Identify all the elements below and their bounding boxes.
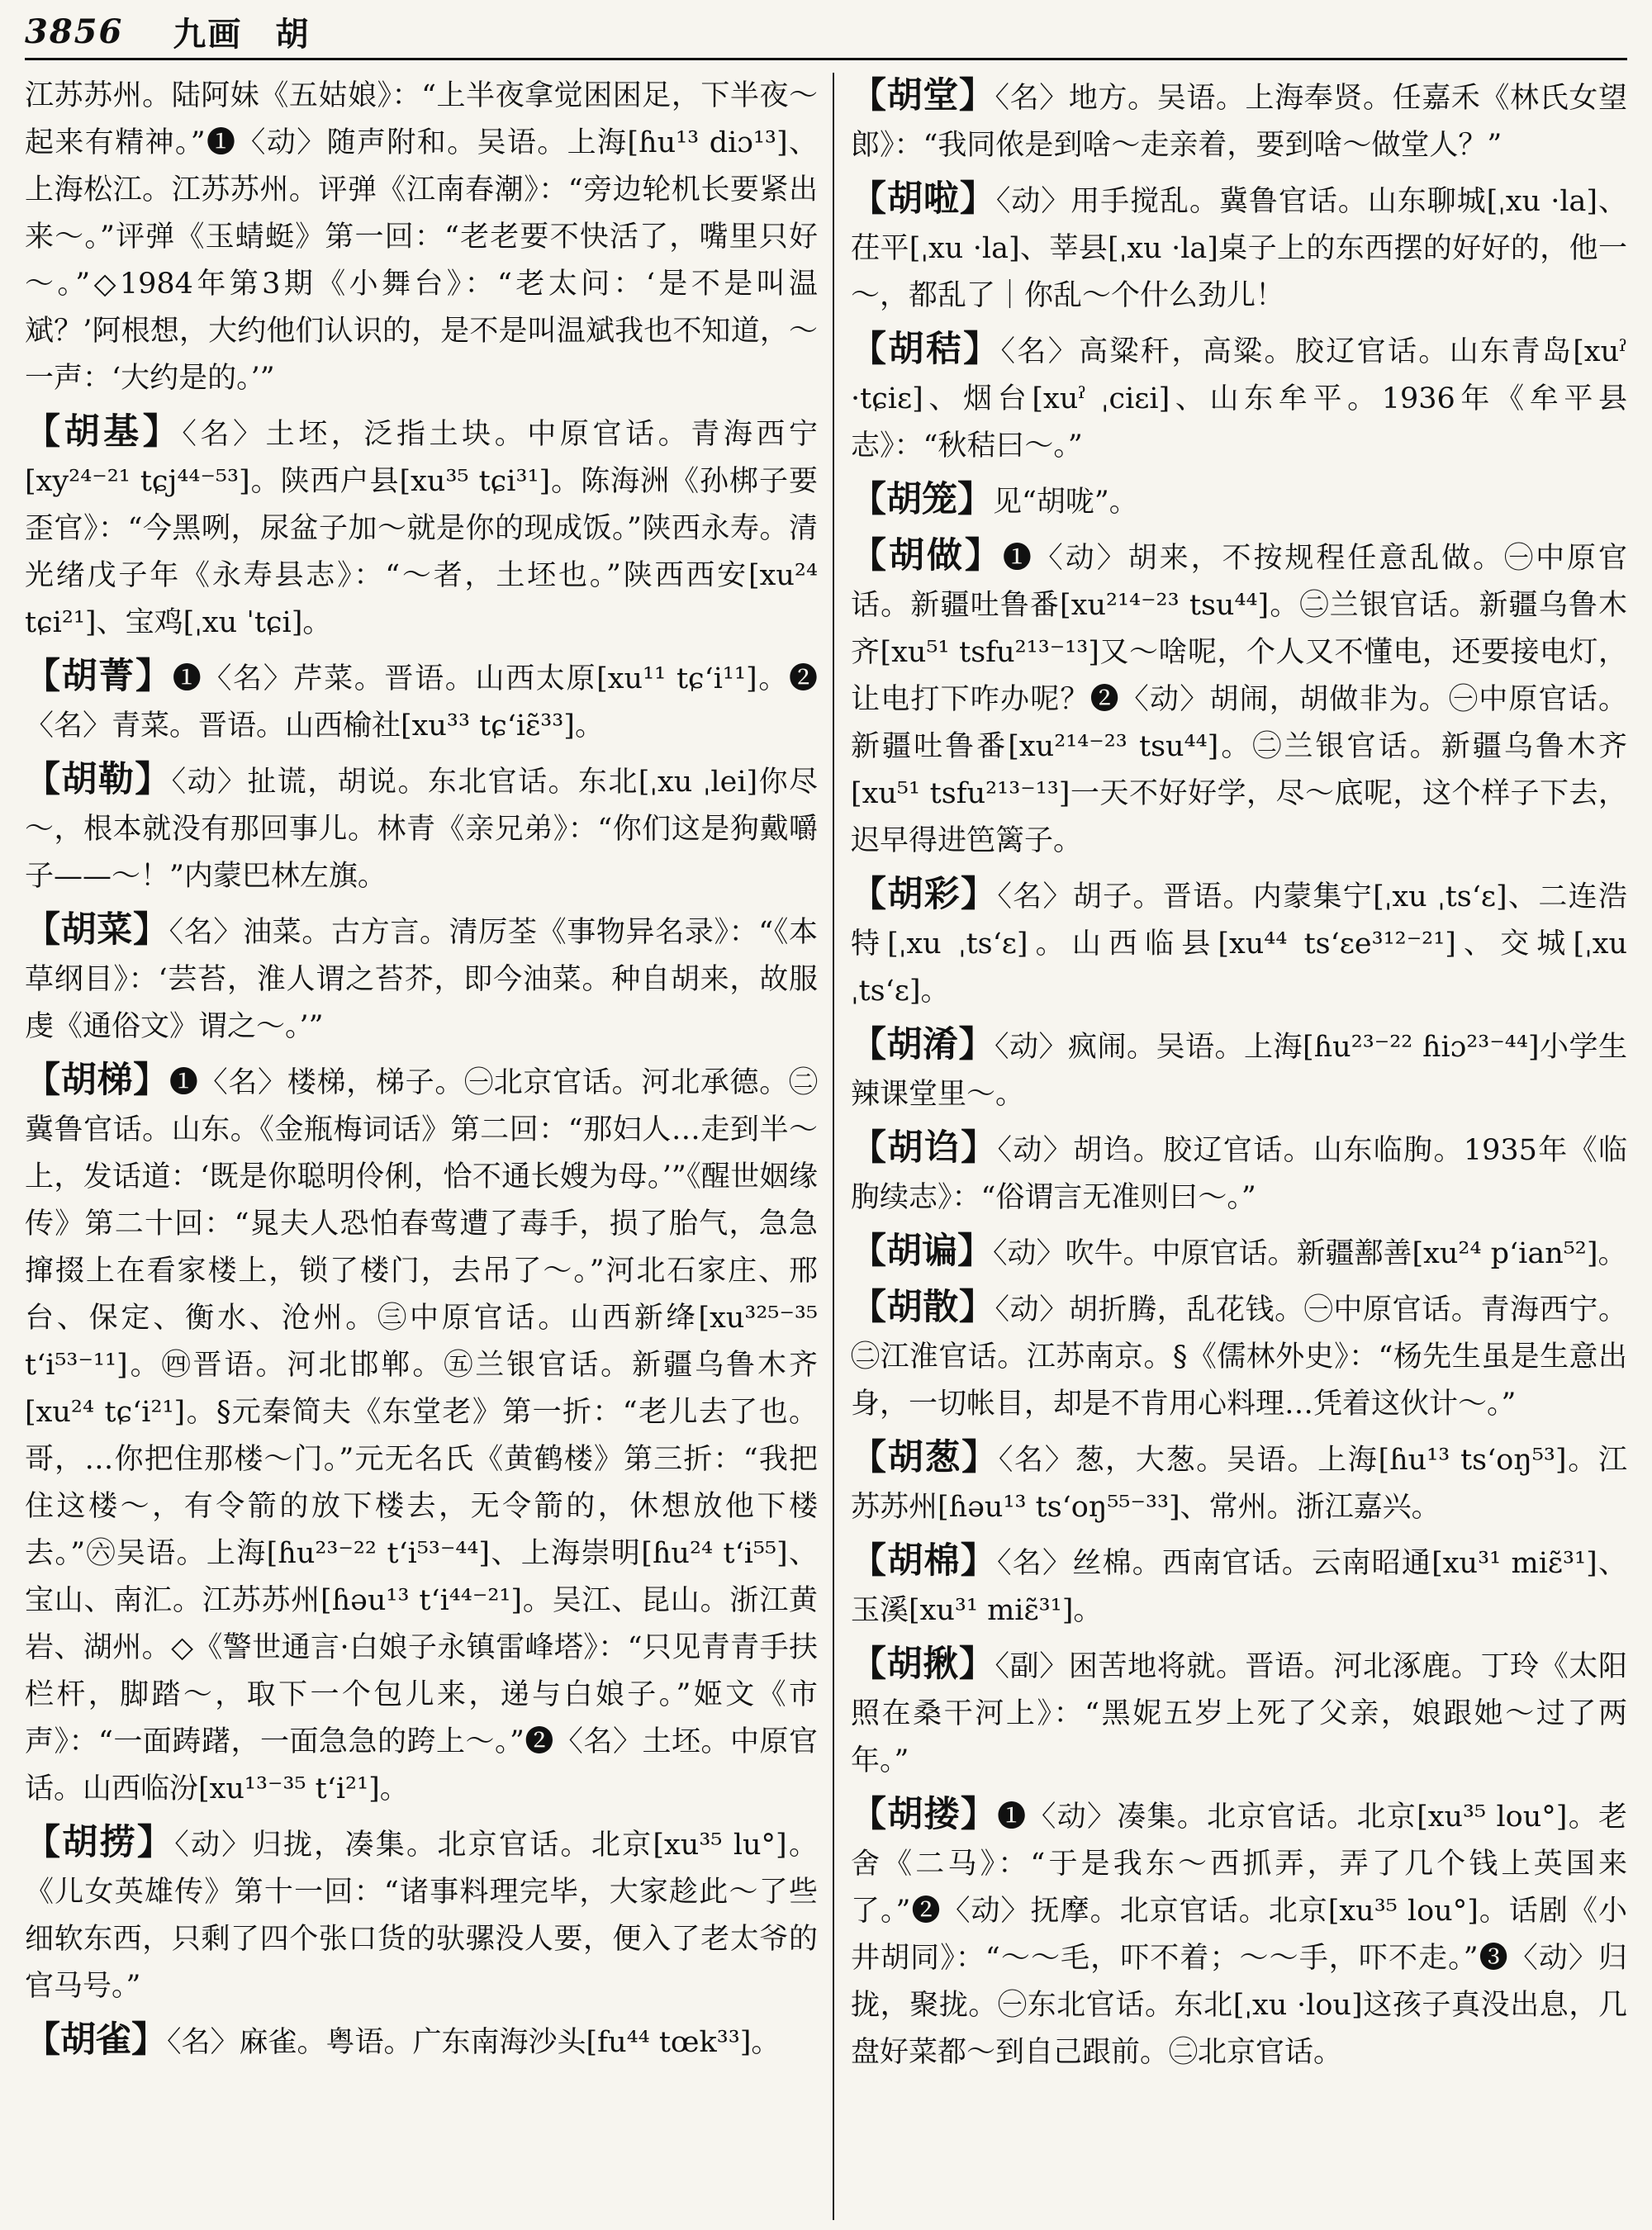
column-divider (833, 73, 834, 2220)
entry-definition: 〈名〉葱，大葱。吴语。上海[ɦu¹³ tsʻoŋ⁵³]。江苏苏州[ɦəu¹³ tsʻoŋ⁵⁵⁻³³]、常州。浙江嘉兴。 (851, 1444, 1627, 1524)
dictionary-entry (25, 409, 818, 647)
entry-definition: 〈名〉高粱秆，高粱。胶辽官话。山东青岛[xuˀ ·tɕiɛ]、烟台[xuˀ ˌciɛi]、山东牟平。1936年《牟平县志》：“秋秸曰～。” (851, 335, 1627, 463)
continued-entry-text: 江苏苏州。陆阿妹《五姑娘》：“上半夜拿觉困困足，下半夜～起来有精神。”❶〈动〉随声附和。吴语。上海[ɦu¹³ diɔ¹³]、上海松江。江苏苏州。评弹《江南春潮》：“旁边轮机长要紧出来～。”评弹《玉蜻蜓》第一回：“老老要不快活了，嘴里只好～。”◇1984年第3期《小舞台》：“老太问：‘是不是叫温斌？’阿根想，大约他们认识的，是不是叫温斌我也不知道，～一声：‘大约是的。’” (25, 79, 818, 395)
entry-definition: 〈名〉地方。吴语。上海奉贤。任嘉禾《林氏女望郎》：“我同侬是到啥～走亲着，要到啥～做堂人？” (851, 82, 1627, 162)
entry-headword: 【胡雀】 (25, 2019, 167, 2061)
entry-definition: 〈动〉扯谎，胡说。东北官话。东北[ˌxu ˌlei]你尽～，根本就没有那回事儿。林青《亲兄弟》：“你们这是狗戴嚼子——～！”内蒙巴林左旗。 (25, 766, 818, 893)
entry-definition: ❶〈动〉凑集。北京官话。北京[xu³⁵ lou°]。老舍《二马》：“于是我东～西抓弄，弄了几个钱上英国来了。”❷〈动〉抚摩。北京官话。北京[xu³⁵ lou°]。话剧《小井胡同》：“～～毛，吓不着；～～手，吓不走。”❸〈动〉归拢，聚拢。㊀东北官话。东北[ˌxu ·lou]这孩子真没出息，几盘好菜都～到自己跟前。㊁北京官话。 (851, 1801, 1627, 2069)
left-entry-list (25, 409, 818, 2066)
entry-definition: 〈名〉土坯，泛指土块。中原官话。青海西宁[xy²⁴⁻²¹ tɕj⁴⁴⁻⁵³]。陕西户县[xu³⁵ tɕi³¹]。陈海洲《孙梆子要歪官》：“今黑咧，尿盆子加～就是你的现成饭。”陕西永寿。清光绪戊子年《永寿县志》：“～者，土坯也。”陕西西安[xu²⁴ tɕi²¹]、宝鸡[ˌxu ˈtɕi]。 (25, 418, 818, 639)
dictionary-entry (851, 871, 1627, 1015)
entry-headword: 【胡捞】 (25, 1822, 175, 1863)
entry-headword: 【胡做】 (851, 535, 1003, 576)
entry-definition: ❶〈动〉胡来，不按规程任意乱做。㊀中原官话。新疆吐鲁番[xu²¹⁴⁻²³ tsu⁴⁴]。㊁兰银官话。新疆乌鲁木齐[xu⁵¹ tsfu²¹³⁻¹³]又～啥呢，个人又不懂电，还要接电灯，让电打下咋办呢？❷〈动〉胡闹，胡做非为。㊀中原官话。新疆吐鲁番[xu²¹⁴⁻²³ tsu⁴⁴]。㊁兰银官话。新疆乌鲁木齐[xu⁵¹ tsfu²¹³⁻¹³]一天不好好学，尽～底呢，这个样子下去，迟早得进笆篱子。 (851, 542, 1627, 857)
entry-headword: 【胡笼】 (851, 479, 993, 520)
entry-definition: 〈动〉胡折腾，乱花钱。㊀中原官话。青海西宁。㊁江淮官话。江苏南京。§《儒林外史》：“杨先生虽是生意出身，一切帐目，却是不肯用心料理…凭着这伙计～。” (851, 1293, 1627, 1421)
dictionary-entry (851, 176, 1627, 320)
dictionary-entry (851, 1284, 1627, 1428)
dictionary-entry (851, 1228, 1627, 1278)
entry-definition: ❶〈名〉芹菜。晋语。山西太原[xu¹¹ tɕʻi¹¹]。❷〈名〉青菜。晋语。山西榆社[xu³³ tɕʻiɛ̃³³]。 (25, 662, 818, 743)
dictionary-entry (851, 1022, 1627, 1118)
dictionary-entry (851, 1435, 1627, 1531)
entry-definition: 〈名〉麻雀。粤语。广东南海沙头[fu⁴⁴ tœk³³]。 (167, 2026, 781, 2059)
entry-definition: ❶〈名〉楼梯，梯子。㊀北京官话。河北承德。㊁冀鲁官话。山东。《金瓶梅词话》第二回：“那妇人…走到半～上，发话道：‘既是你聪明伶俐，恰不通长嫂为母。’”《醒世姻缘传》第二十回：“晁夫人恐怕春莺遭了毒手，损了胎气，急急撺掇上在看家楼上，锁了楼门，去吊了～。”河北石家庄、邢台、保定、衡水、沧州。㊂中原官话。山西新绛[xu³²⁵⁻³⁵ tʻi⁵³⁻¹¹]。㊃晋语。河北邯郸。㊄兰银官话。新疆乌鲁木齐[xu²⁴ tɕʻi²¹]。§元秦简夫《东堂老》第一折：“老儿去了也。哥，…你把住那楼～门。”元无名氏《黄鹤楼》第三折：“我把住这楼～，有令箭的放下楼去，无令箭的，休想放他下楼去。”㊅吴语。上海[ɦu²³⁻²² tʻi⁵³⁻⁴⁴]、上海崇明[ɦu²⁴ tʻi⁵⁵]、宝山、南汇。江苏苏州[ɦəu¹³ tʻi⁴⁴⁻²¹]。吴江、昆山。浙江黄岩、湖州。◇《警世通言·白娘子永镇雷峰塔》：“只见青青手扶栏杆，脚踏～，取下一个包儿来，递与白娘子。”姬文《市声》：“一面踌躇，一面急急的跨上～。”❷〈名〉土坯。中原官话。山西临汾[xu¹³⁻³⁵ tʻi²¹]。 (25, 1066, 818, 1805)
page-number: 3856 (25, 12, 124, 51)
dictionary-entry (851, 1538, 1627, 1635)
dictionary-entry (851, 73, 1627, 169)
entry-headword: 【胡啦】 (851, 178, 996, 220)
dictionary-entry (851, 1125, 1627, 1222)
entry-headword: 【胡梯】 (25, 1060, 169, 1101)
dictionary-entry (25, 1057, 818, 1813)
entry-headword: 【胡搂】 (851, 1794, 998, 1835)
entry-headword: 【胡诌】 (851, 1127, 998, 1169)
dictionary-entry (851, 326, 1627, 470)
entry-definition: 〈名〉胡子。晋语。内蒙集宁[ˌxu ˌtsʻɛ]、二连浩特[ˌxu ˌtsʻɛ]。山西临县[xu⁴⁴ tsʻɛe³¹²⁻²¹]、交城[ˌxu ˌtsʻɛ]。 (851, 880, 1627, 1008)
entry-definition: 〈动〉胡诌。胶辽官话。山东临朐。1935年《临朐续志》：“俗谓言无准则曰～。” (851, 1134, 1627, 1214)
entry-definition: 见“胡咙”。 (993, 486, 1138, 519)
entry-headword: 【胡秸】 (851, 329, 1001, 370)
dictionary-entry (25, 2017, 818, 2066)
dictionary-entry (25, 907, 818, 1051)
entry-headword: 【胡淆】 (851, 1024, 995, 1065)
entry-headword: 【胡散】 (851, 1287, 995, 1328)
entry-definition: 〈动〉用手搅乱。冀鲁官话。山东聊城[ˌxu ·la]、茌平[ˌxu ·la]、莘县[ˌxu ·la]桌子上的东西摆的好好的，他一～，都乱了｜你乱～个什么劲儿！ (851, 185, 1627, 312)
entry-headword: 【胡谝】 (851, 1231, 993, 1272)
dictionary-entry (25, 757, 818, 900)
entry-definition: 〈名〉油菜。古方言。清厉荃《事物异名录》：“《本草纲目》：‘芸苔，淮人谓之苔芥，即今油菜。种自胡来，故服虔《通俗文》谓之～。’” (25, 916, 818, 1043)
left-column (25, 73, 818, 2220)
entry-headword: 【胡勒】 (25, 759, 172, 800)
header-rule (25, 58, 1627, 60)
dictionary-entry (851, 1641, 1627, 1785)
running-header (25, 7, 1627, 56)
entry-headword: 【胡菁】 (25, 656, 173, 697)
entry-headword: 【胡揪】 (851, 1644, 995, 1685)
stroke-section: 九画 (173, 14, 243, 54)
entry-definition: 〈动〉吹牛。中原官话。新疆鄯善[xu²⁴ pʻian⁵²]。 (993, 1237, 1627, 1270)
entry-headword: 【胡菜】 (25, 909, 169, 951)
right-column (851, 73, 1627, 2220)
entry-definition: 〈动〉疯闹。吴语。上海[ɦu²³⁻²² ɦiɔ²³⁻⁴⁴]小学生辣课堂里～。 (851, 1031, 1627, 1111)
dictionary-entry (851, 533, 1627, 865)
entry-headword: 【胡葱】 (851, 1437, 999, 1478)
entry-headword: 【胡彩】 (851, 874, 998, 915)
dictionary-entry (851, 477, 1627, 526)
dictionary-entry (25, 653, 818, 750)
entry-definition: 〈副〉困苦地将就。晋语。河北涿鹿。丁玲《太阳照在桑干河上》：“黑妮五岁上死了父亲，娘跟她～过了两年。” (851, 1650, 1627, 1777)
header-character: 胡 (275, 14, 311, 54)
dictionary-entry (25, 1820, 818, 2010)
entry-definition: 〈动〉归拢，凑集。北京官话。北京[xu³⁵ lu°]。《儿女英雄传》第十一回：“诸事料理完毕，大家趁此～了些细软东西，只剩了四个张口货的驮骡没人要，便入了老太爷的官马号。” (25, 1829, 818, 2003)
entry-definition: 〈名〉丝棉。西南官话。云南昭通[xu³¹ miɛ̃³¹]、玉溪[xu³¹ miɛ̃³¹]。 (851, 1547, 1627, 1627)
entry-headword: 【胡堂】 (851, 75, 995, 116)
right-entry-list (851, 73, 1627, 2076)
entry-headword: 【胡棉】 (851, 1540, 997, 1582)
dictionary-entry (851, 1791, 1627, 2076)
entry-headword: 【胡基】 (25, 411, 183, 453)
